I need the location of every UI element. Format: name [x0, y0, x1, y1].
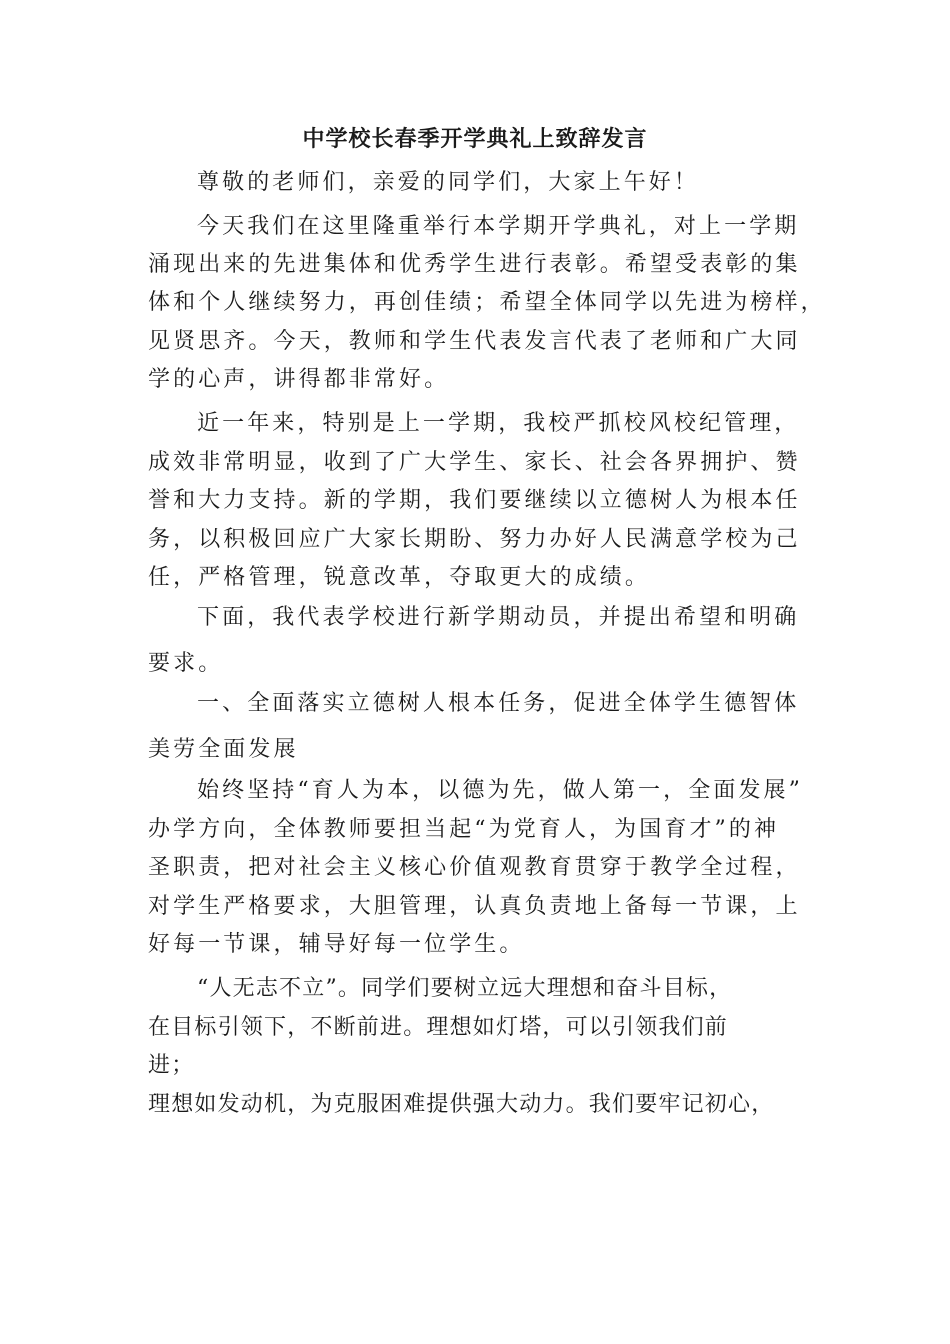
paragraph-line: 对学生严格要求，大胆管理，认真负责地上备每一节课，上 — [148, 894, 801, 919]
paragraph-line: 任，严格管理，锐意改革，夺取更大的成绩。 — [148, 565, 651, 590]
paragraph-line: “人无志不立”。同学们要树立远大理想和奋斗目标， — [197, 976, 733, 1001]
greeting-line: 尊敬的老师们，亲爱的同学们，大家上午好！ — [197, 170, 700, 195]
paragraph-line: 要求。 — [148, 651, 224, 676]
paragraph-line: 理想如发动机，为克服困难提供强大动力。我们要牢记初心， — [148, 1092, 775, 1117]
section-heading-line: 一、全面落实立德树人根本任务，促进全体学生德智体 — [197, 691, 800, 716]
paragraph-line: 进； — [148, 1053, 195, 1078]
paragraph-line: 成效非常明显，收到了广大学生、家长、社会各界拥护、赞 — [148, 450, 801, 475]
paragraph-line: 办学方向，全体教师要担当起“为党育人，为国育才”的神 — [148, 817, 780, 842]
paragraph-line: 始终坚持“育人为本，以德为先，做人第一，全面发展” — [197, 778, 803, 803]
paragraph-line: 务，以积极回应广大家长期盼、努力办好人民满意学校为己 — [148, 527, 801, 552]
paragraph-line: 学的心声，讲得都非常好。 — [148, 367, 450, 392]
paragraph-line: 在目标引领下，不断前进。理想如灯塔，可以引领我们前 — [148, 1015, 729, 1040]
paragraph-line: 下面，我代表学校进行新学期动员，并提出希望和明确 — [197, 605, 800, 630]
paragraph-line: 见贤思齐。今天，教师和学生代表发言代表了老师和广大同 — [148, 329, 801, 354]
paragraph-line: 誉和大力支持。新的学期，我们要继续以立德树人为根本任 — [148, 488, 801, 513]
paragraph-line: 近一年来，特别是上一学期，我校严抓校风校纪管理， — [197, 411, 800, 436]
paragraph-line: 好每一节课，辅导好每一位学生。 — [148, 932, 525, 957]
paragraph-line: 今天我们在这里隆重举行本学期开学典礼，对上一学期 — [197, 214, 800, 239]
section-heading-line: 美劳全面发展 — [148, 737, 299, 762]
paragraph-line: 涌现出来的先进集体和优秀学生进行表彰。希望受表彰的集 — [148, 252, 801, 277]
paragraph-line: 体和个人继续努力，再创佳绩；希望全体同学以先进为榜样， — [148, 290, 826, 315]
paragraph-line: 圣职责，把对社会主义核心价值观教育贯穿于教学全过程， — [148, 855, 801, 880]
document-title: 中学校长春季开学典礼上致辞发言 — [302, 126, 648, 152]
